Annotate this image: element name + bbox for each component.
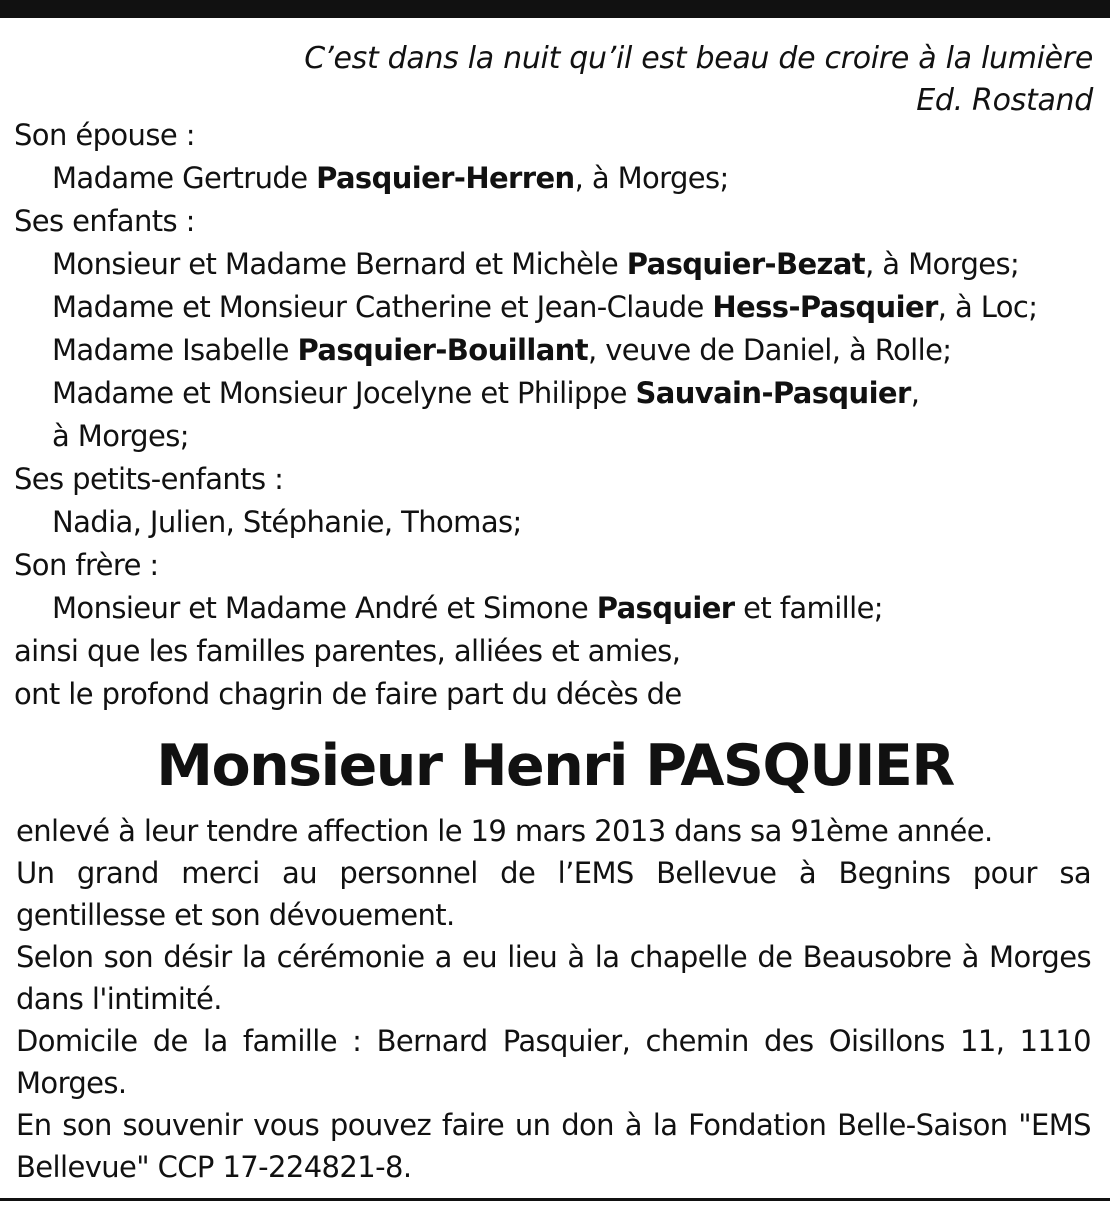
closing-line: ainsi que les familles parentes, alliées et amies, (14, 634, 681, 668)
brother-surname: Pasquier (596, 591, 735, 625)
child-suffix: , à Loc; (937, 290, 1038, 324)
brother-prefix: Monsieur et Madame André et Simone (52, 591, 597, 625)
child-prefix: Madame Isabelle (52, 333, 298, 367)
child-line (14, 286, 1099, 329)
details-paragraph: enlevé à leur tendre affection le 19 mars 2013 dans sa 91ème année. (16, 814, 993, 848)
child-suffix: , veuve de Daniel, à Rolle; (587, 333, 952, 367)
top-border-rule (0, 0, 1110, 18)
announcement-details (16, 810, 1091, 1188)
details-paragraph: Selon son désir la cérémonie a eu lieu à la chapelle de Beausobre à Morges dans l'intimité. (16, 940, 1091, 1016)
epigraph-quote (304, 38, 1093, 122)
quote-author: Ed. Rostand (916, 83, 1093, 118)
child-surname: Sauvain-Pasquier (635, 376, 911, 410)
spouse-line (14, 157, 1099, 200)
details-paragraph: Domicile de la famille : Bernard Pasquier, chemin des Oisillons 11, 1110 Morges. (16, 1024, 1091, 1100)
child-line (14, 372, 1099, 415)
child-suffix: , à Morges; (865, 247, 1020, 281)
closing-line: ont le profond chagrin de faire part du décès de (14, 677, 682, 711)
children-heading: Ses enfants : (14, 204, 195, 238)
grandchildren-heading: Ses petits-enfants : (14, 462, 284, 496)
child-surname: Hess-Pasquier (712, 290, 938, 324)
spouse-prefix: Madame Gertrude (52, 161, 317, 195)
spouse-surname: Pasquier-Herren (316, 161, 575, 195)
child-line (14, 329, 1099, 372)
child-prefix: Madame et Monsieur Catherine et Jean-Claude (52, 290, 713, 324)
bottom-border-rule (0, 1198, 1110, 1201)
quote-text: C’est dans la nuit qu’il est beau de croire à la lumière (304, 41, 1093, 76)
child-line-continuation: à Morges; (52, 419, 189, 453)
child-surname: Pasquier-Bouillant (297, 333, 588, 367)
details-paragraph: En son souvenir vous pouvez faire un don à la Fondation Belle-Saison "EMS Bellevue" CCP 17-224821-8. (16, 1108, 1091, 1184)
brother-line (14, 587, 1099, 630)
child-surname: Pasquier-Bezat (626, 247, 866, 281)
child-line (14, 243, 1099, 286)
child-suffix: , (910, 376, 920, 410)
child-prefix: Madame et Monsieur Jocelyne et Philippe (52, 376, 636, 410)
brother-heading: Son frère : (14, 548, 159, 582)
family-announcement (14, 114, 1099, 716)
spouse-heading: Son épouse : (14, 118, 195, 152)
details-paragraph: Un grand merci au personnel de l’EMS Bellevue à Begnins pour sa gentillesse et son dévouement. (16, 856, 1091, 932)
child-prefix: Monsieur et Madame Bernard et Michèle (52, 247, 627, 281)
grandchildren-line: Nadia, Julien, Stéphanie, Thomas; (52, 505, 522, 539)
brother-suffix: et famille; (734, 591, 883, 625)
deceased-name: Monsieur Henri PASQUIER (156, 733, 954, 799)
spouse-suffix: , à Morges; (574, 161, 729, 195)
